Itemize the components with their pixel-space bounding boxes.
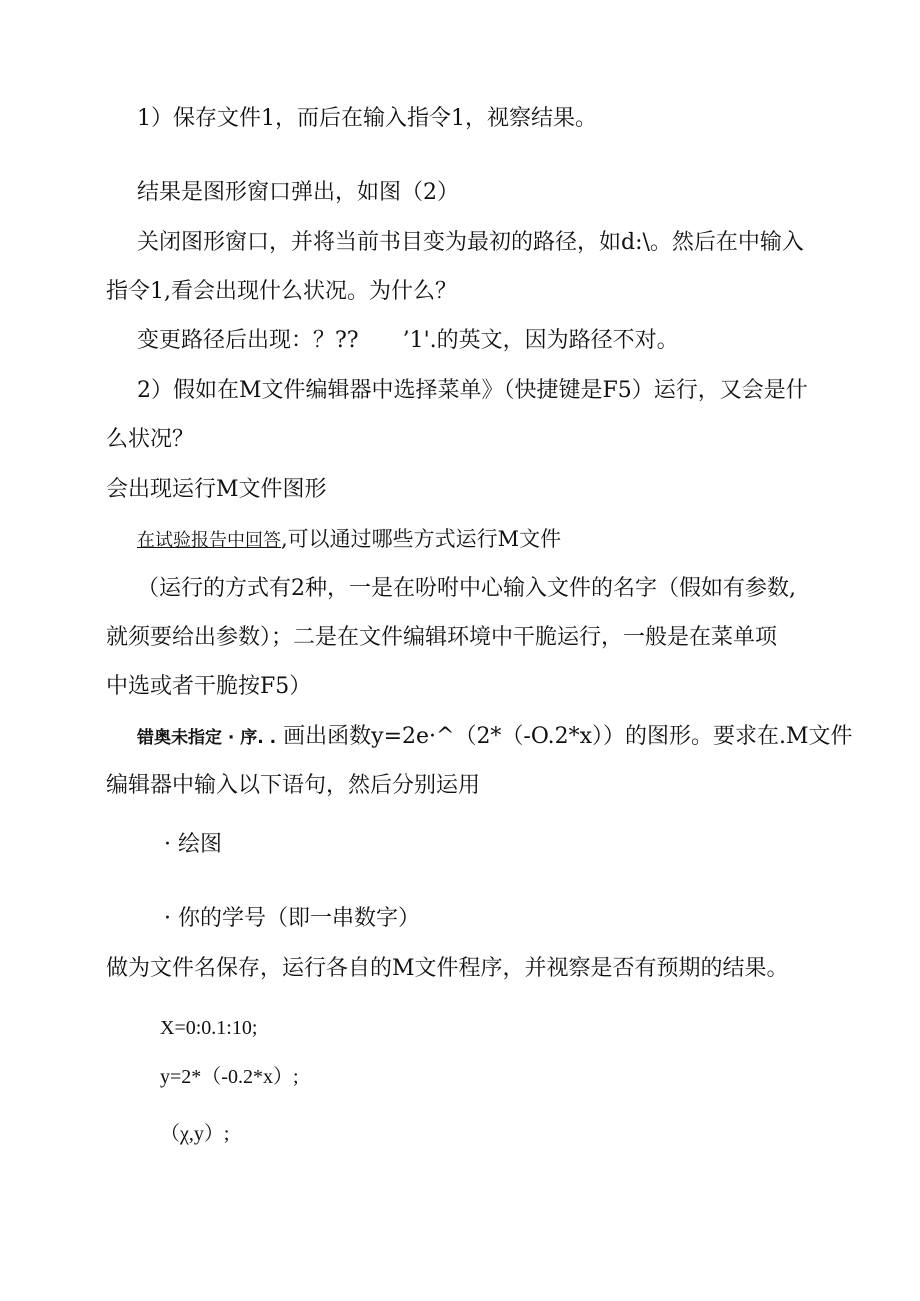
bullet-student-id: · 你的学号（即一串数字） [164,906,420,931]
code-line-1: X=0:0.1:10; [160,1017,258,1039]
code-line-3: （χ,y）; [160,1123,230,1145]
step-2-question-line1: 2）假如在M文件编辑器中选择菜单》（快捷键是F5）运行，又会是什 [137,378,808,403]
path-change-result: 变更路径后出现：？?? ’1'.的英文，因为路径不对。 [137,328,679,353]
plot-task-line1 [137,722,853,753]
paragraph-close-window-line2: 指令1,看会出现什么状况。为什么？ [106,279,457,304]
run-methods-line3: 中选或者干脆按F5） [106,674,312,699]
step-1-result: 结果是图形窗口弹出，如图（2） [137,180,459,205]
step-1-instruction: 1）保存文件1，而后在输入指令1，视察结果。 [137,106,597,131]
save-instruction: 做为文件名保存，运行各自的M文件程序，并视察是否有预期的结果。 [106,956,789,981]
report-question [137,524,561,556]
plot-task-line2: 编辑器中输入以下语句，然后分别运用 [106,773,481,798]
run-methods-line1: （运行的方式有2种，一是在吩咐中心输入文件的名字（假如有参数, [137,576,796,601]
code-line-2: y=2*（-0.2*x）; [160,1066,299,1088]
report-question-label: 在试验报告中回答 [137,530,281,551]
step-2-question-line2: 么状况？ [106,427,195,452]
plot-task-text: 画出函数y=2e·^（2*（-O.2*x））的图形。要求在.M文件 [276,724,853,749]
report-question-text: ,可以通过哪些方式运行M文件 [281,527,562,551]
bullet-plot: · 绘图 [164,832,222,857]
step-2-answer: 会出现运行M文件图形 [106,477,327,502]
paragraph-close-window-line1: 关闭图形窗口，并将当前书目变为最初的路径，如d:\。然后在中输入 [137,230,804,255]
error-reference-text: 错奥未指定 · 序. . [137,728,277,748]
run-methods-line2: 就须要给出参数）；二是在文件编辑环境中干脆运行，一般是在菜单项 [106,625,778,650]
